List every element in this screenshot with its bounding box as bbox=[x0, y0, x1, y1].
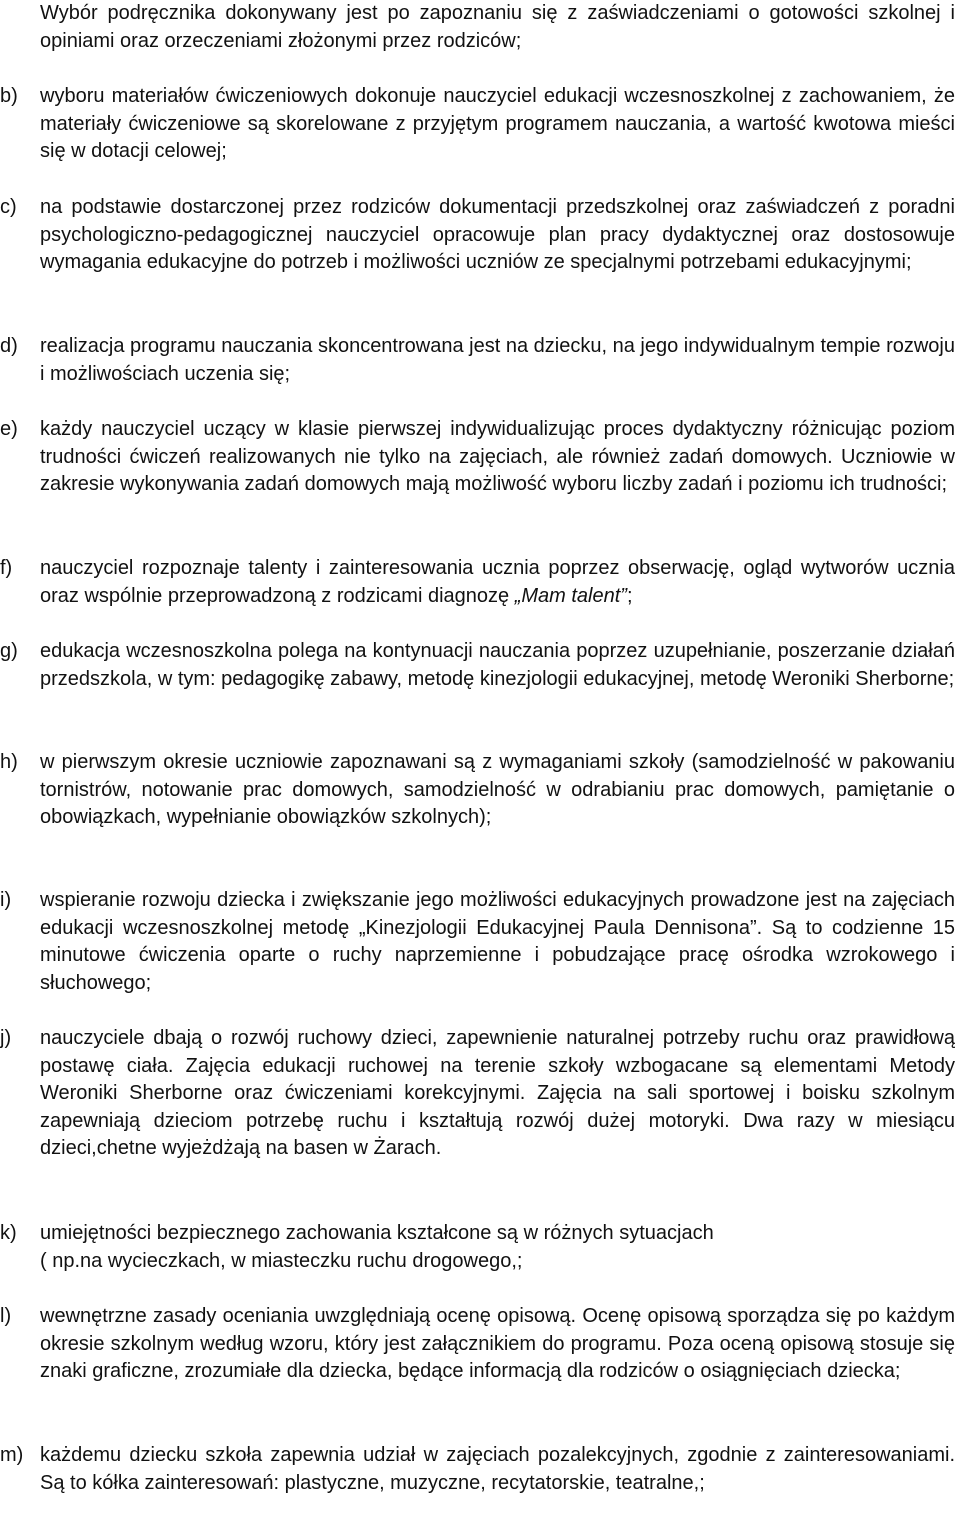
list-item-text: wyboru materiałów ćwiczeniowych dokonuje nauczyciel edukacji wczesnoszkolnej z zachowaniem, że materiały ćwiczeniowe są skorelowane z przyjętym programem nauczania, a wartość kwotowa mieści się w dotacji celowej; bbox=[40, 85, 955, 162]
list-item-text: na podstawie dostarczonej przez rodziców dokumentacji przedszkolnej oraz zaświadczeń z poradni psychologiczno-pedagogicznej nauczyciel opracowuje plan pracy dydaktycznej oraz dostosowuje wymagania edukacyjne do potrzeb i możliwości uczniów ze specjalnymi potrzebami edukacyjnymi; bbox=[40, 196, 955, 273]
list-marker: g) bbox=[0, 640, 18, 662]
text-line: ( np.na wycieczkach, w miasteczku ruchu drogowego,; bbox=[40, 1249, 523, 1272]
list-item-text: wewnętrzne zasady oceniania uwzględniają ocenę opisową. Ocenę opisową sporządza się po każdym okresie szkolnym według wzoru, który jest załącznikiem do programu. Poza oceną opisową stosuje się znaki graficzne, zrozumiałe dla dziecka, będące informacją dla rodziców o osiągnięciach dziecka; bbox=[40, 1305, 955, 1382]
list-marker: f) bbox=[0, 557, 13, 579]
list-marker: m) bbox=[0, 1444, 24, 1466]
list-item-text: edukacja wczesnoszkolna polega na kontynuacji nauczania poprzez uzupełnianie, poszerzanie działań przedszkola, w tym: pedagogikę zabawy, metodę kinezjologii edukacyjnej, metodę Weroniki Sherborne; bbox=[40, 640, 955, 690]
list-item-h bbox=[0, 749, 955, 832]
list-item-e bbox=[0, 416, 955, 499]
list-marker: j) bbox=[0, 1027, 12, 1049]
list-item-text: w pierwszym okresie uczniowie zapoznawani są z wymaganiami szkoły (samodzielność w pakowaniu tornistrów, notowanie prac domowych, samodzielność w odrabianiu prac domowych, pamiętanie o obowiązkach, wypełnianie obowiązków szkolnych); bbox=[40, 751, 955, 828]
list-item-text: każdy nauczyciel uczący w klasie pierwszej indywidualizując proces dydaktyczny różnicując poziom trudności ćwiczeń realizowanych nie tylko na zajęciach, ale również zadań domowych. Uczniowie w zakresie wykonywania zadań domowych mają możliwość wyboru liczby zadań i poziomu ich trudności; bbox=[40, 418, 955, 495]
list-item-c bbox=[0, 194, 955, 277]
list-item-f bbox=[0, 555, 955, 610]
list-marker: l) bbox=[0, 1305, 12, 1327]
list-marker: d) bbox=[0, 335, 18, 357]
list-item-k bbox=[0, 1220, 955, 1275]
italic-title: „Mam talent” bbox=[514, 584, 627, 607]
text-segment: nauczyciel rozpoznaje talenty i zainteresowania ucznia poprzez obserwację, ogląd wytworów ucznia oraz wspólnie przeprowadzoną z rodzicami diagnozę bbox=[40, 557, 955, 607]
list-marker: e) bbox=[0, 418, 18, 440]
list-marker: c) bbox=[0, 196, 17, 218]
list-marker: i) bbox=[0, 889, 12, 911]
list-item-g bbox=[0, 638, 955, 693]
list-item-m bbox=[0, 1442, 955, 1497]
list-marker: b) bbox=[0, 85, 18, 107]
text-line: umiejętności bezpiecznego zachowania kształcone są w różnych sytuacjach bbox=[40, 1222, 714, 1244]
list-item-b bbox=[0, 83, 955, 166]
list-item-i bbox=[0, 887, 955, 997]
list-item-text: wspieranie rozwoju dziecka i zwiększanie jego możliwości edukacyjnych prowadzone jest na zajęciach edukacji wczesnoszkolnej metodę „Kinezjologii Edukacyjnej Paula Dennisona”. Są to codzienne 15 minutowe ćwiczenia oparte o ruchy naprzemienne i pobudzające pracę ośrodka wzrokowego i słuchowego; bbox=[40, 889, 955, 994]
list-item-text bbox=[40, 1220, 955, 1275]
list-item-d bbox=[0, 333, 955, 388]
list-item-l bbox=[0, 1303, 955, 1386]
intro-paragraph: Wybór podręcznika dokonywany jest po zapoznaniu się z zaświadczeniami o gotowości szkolnej i opiniami oraz orzeczeniami złożonymi przez rodziców; bbox=[40, 2, 955, 52]
list-item-text bbox=[40, 555, 955, 610]
list-item-j bbox=[0, 1025, 955, 1163]
list-item-text: realizacja programu nauczania skoncentrowana jest na dziecku, na jego indywidualnym tempie rozwoju i możliwościach uczenia się; bbox=[40, 335, 955, 385]
list-marker: h) bbox=[0, 751, 18, 773]
list-item-text: każdemu dziecku szkoła zapewnia udział w zajęciach pozalekcyjnych, zgodnie z zainteresowaniami. Są to kółka zainteresowań: plastyczne, muzyczne, recytatorskie, teatralne,; bbox=[40, 1444, 955, 1494]
text-segment: ; bbox=[626, 584, 633, 607]
list-marker: k) bbox=[0, 1222, 17, 1244]
list-item-text: nauczyciele dbają o rozwój ruchowy dzieci, zapewnienie naturalnej potrzeby ruchu oraz prawidłową postawę ciała. Zajęcia edukacji ruchowej na terenie szkoły wzbogacane są elementami Metody Weroniki Sherborne oraz ćwiczeniami korekcyjnymi. Zajęcia na sali sportowej i boisku szkolnym zapewniają dzieciom potrzebę ruchu i kształtują rozwój dużej motoryki. Dwa razy w miesiącu dzieci,chetne wyjeżdżają na basen w Żarach. bbox=[40, 1027, 955, 1159]
